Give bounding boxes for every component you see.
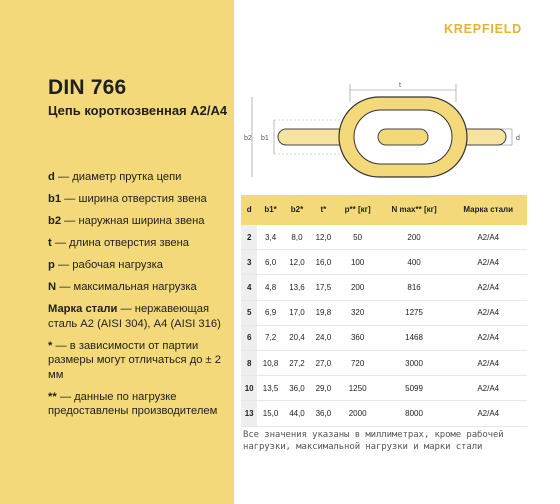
table-row <box>241 300 527 325</box>
cell: 4,8 <box>257 275 283 300</box>
cell: 13,6 <box>284 275 310 300</box>
table-row <box>241 275 527 300</box>
definition-key: p <box>48 259 55 271</box>
cell: 19,8 <box>310 300 336 325</box>
cell: 12,0 <box>284 250 310 275</box>
cell: 13 <box>241 401 257 426</box>
cell: А2/А4 <box>449 376 527 401</box>
header-steel: Марка стали <box>449 195 527 225</box>
definition-text: — максимальная нагрузка <box>56 281 197 293</box>
cell: 6 <box>241 325 257 350</box>
table-row <box>241 225 527 250</box>
cell: 8 <box>241 350 257 375</box>
definition-key: N <box>48 281 57 293</box>
cell: 29,0 <box>310 376 336 401</box>
label-t: t <box>399 82 401 89</box>
header-b2: b2* <box>284 195 310 225</box>
cell: 200 <box>337 275 379 300</box>
cell: 5099 <box>379 376 450 401</box>
table-row <box>241 250 527 275</box>
cell: 8,0 <box>284 225 310 250</box>
definition-item <box>48 170 232 185</box>
cell: А2/А4 <box>449 250 527 275</box>
table-row <box>241 376 527 401</box>
spec-table <box>241 195 527 427</box>
cell: 1250 <box>337 376 379 401</box>
label-d: d <box>516 135 520 142</box>
cell: 6,9 <box>257 300 283 325</box>
definition-text: — длина отверстия звена <box>51 237 190 249</box>
definition-item <box>48 192 232 207</box>
cell: 3000 <box>379 350 450 375</box>
cell: А2/А4 <box>449 350 527 375</box>
definition-text: — рабочая нагрузка <box>54 259 163 271</box>
definition-text: — ширина отверстия звена <box>61 193 207 205</box>
cell: 10 <box>241 376 257 401</box>
definition-key: b2 <box>48 215 62 227</box>
definition-text: — нержавеющая сталь А2 (AISI 304), А4 (AISI 316) <box>48 303 221 330</box>
table-row <box>241 325 527 350</box>
cell: 200 <box>379 225 450 250</box>
page-subtitle: Цепь короткозвенная А2/А4 <box>48 103 228 118</box>
label-b1: b1 <box>261 135 269 142</box>
header-p: p** [кг] <box>337 195 379 225</box>
cell: 1468 <box>379 325 450 350</box>
table-header-row <box>241 195 527 225</box>
cell: 27,2 <box>284 350 310 375</box>
definitions-list <box>48 170 232 426</box>
definition-key: b1 <box>48 193 62 205</box>
cell: 100 <box>337 250 379 275</box>
cell: 27,0 <box>310 350 336 375</box>
cell: 15,0 <box>257 401 283 426</box>
definition-text: — данные по нагрузке предоставлены производителем <box>48 390 218 417</box>
footnote: Все значения указаны в миллиметрах, кроме рабочей нагрузки, максимальной нагрузки и марки стали <box>243 430 504 452</box>
cell: 3,4 <box>257 225 283 250</box>
cell: А2/А4 <box>449 325 527 350</box>
definition-text: — наружная ширина звена <box>61 215 205 227</box>
cell: 720 <box>337 350 379 375</box>
cell: 20,4 <box>284 325 310 350</box>
chain-link-overlap <box>378 129 428 145</box>
cell: А2/А4 <box>449 401 527 426</box>
definition-item <box>48 339 232 383</box>
definition-item <box>48 390 232 419</box>
cell: 10,8 <box>257 350 283 375</box>
cell: 2 <box>241 225 257 250</box>
cell: 7,2 <box>257 325 283 350</box>
label-b2: b2 <box>244 135 252 142</box>
definition-item <box>48 280 232 295</box>
cell: А2/А4 <box>449 275 527 300</box>
page-title: DIN 766 <box>48 76 127 99</box>
cell: 17,0 <box>284 300 310 325</box>
cell: 6,0 <box>257 250 283 275</box>
chain-diagram <box>244 76 534 186</box>
header-t: t* <box>310 195 336 225</box>
definition-key: * <box>48 339 53 352</box>
cell: 16,0 <box>310 250 336 275</box>
definition-item <box>48 236 232 251</box>
cell: 816 <box>379 275 450 300</box>
header-d: d <box>241 195 257 225</box>
cell: 36,0 <box>284 376 310 401</box>
definition-key: d <box>48 171 55 183</box>
cell: 36,0 <box>310 401 336 426</box>
definition-key: Марка стали <box>48 303 118 315</box>
cell: 320 <box>337 300 379 325</box>
cell: А2/А4 <box>449 225 527 250</box>
brand-logo: KREPFIELD <box>443 22 522 36</box>
definition-key: t <box>48 237 52 249</box>
definition-key: ** <box>48 390 57 403</box>
cell: 5 <box>241 300 257 325</box>
cell: 2000 <box>337 401 379 426</box>
definition-text: — в зависимости от партии размеры могут отличаться до ± 2 мм <box>48 339 222 381</box>
definition-item <box>48 258 232 273</box>
cell: 12,0 <box>310 225 336 250</box>
cell: 3 <box>241 250 257 275</box>
cell: 44,0 <box>284 401 310 426</box>
header-n: N max** [кг] <box>379 195 450 225</box>
definition-text: — диаметр прутка цепи <box>54 171 182 183</box>
cell: 400 <box>379 250 450 275</box>
cell: 13,5 <box>257 376 283 401</box>
table-row <box>241 350 527 375</box>
cell: 24,0 <box>310 325 336 350</box>
cell: 360 <box>337 325 379 350</box>
header-b1: b1* <box>257 195 283 225</box>
table-row <box>241 401 527 426</box>
definition-item <box>48 302 232 331</box>
cell: А2/А4 <box>449 300 527 325</box>
cell: 17,5 <box>310 275 336 300</box>
cell: 4 <box>241 275 257 300</box>
cell: 1275 <box>379 300 450 325</box>
cell: 8000 <box>379 401 450 426</box>
definition-item <box>48 214 232 229</box>
cell: 50 <box>337 225 379 250</box>
